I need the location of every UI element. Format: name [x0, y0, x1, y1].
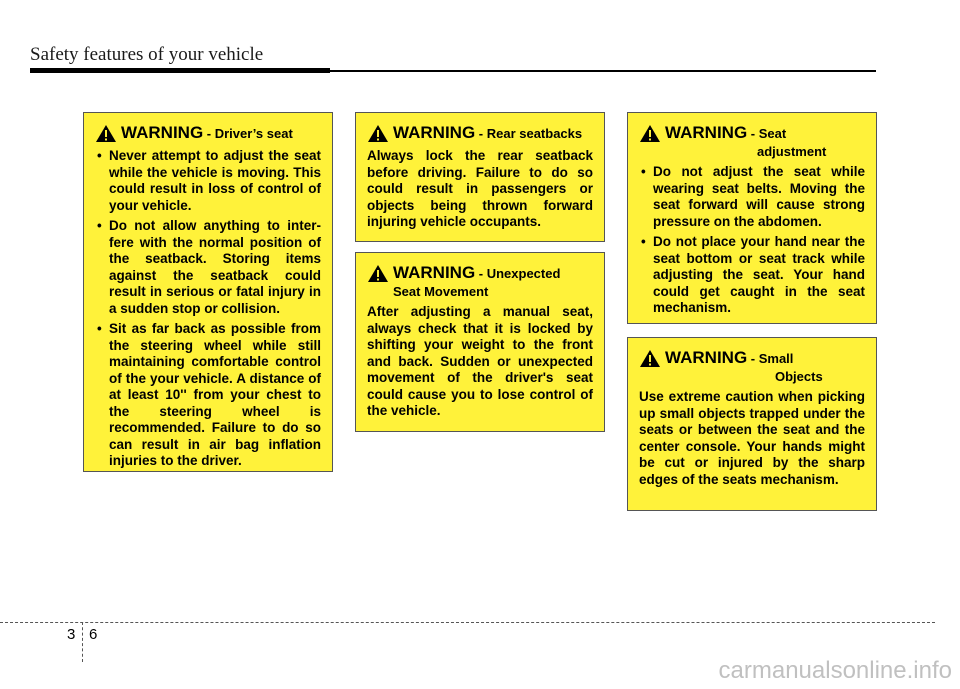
warning-text: Use extreme caution when picking up small objects trapped under the seats or between the seat and the center console. Your hands might be cut or injured by the sharp edges of the seats mechanism.: [639, 389, 865, 487]
warning-text: After adjusting a manual seat, always check that it is locked by shifting your weight to the front and back. Sudden or unexpected movement of the driver's seat could cause you to lose control of the vehicle.: [367, 304, 593, 418]
warning-label: WARNING: [665, 348, 748, 367]
warning-subtitle: - Driver’s seat: [203, 126, 293, 141]
warning-label: WARNING: [665, 123, 748, 142]
warning-bullet-list: [639, 164, 865, 317]
warning-box-drivers-seat: [83, 112, 333, 472]
warning-triangle-icon: [367, 264, 389, 283]
warning-subtitle: - Small: [747, 351, 794, 366]
header-rule-thin: [330, 70, 876, 72]
warning-header: [367, 263, 593, 300]
watermark: carmanualsonline.info: [718, 657, 952, 684]
warning-label: WARNING: [393, 263, 476, 282]
warning-triangle-icon: [639, 349, 661, 368]
header-rule-thick: [30, 68, 330, 73]
warning-subtitle: - Rear seatbacks: [475, 126, 583, 141]
warning-bullet: • Do not allow anything to interfere with the normal position of the seatback. Storing items against the seatback could result in serious or fatal injury in a sudden stop or collision.: [95, 218, 321, 317]
warning-box-rear-seatbacks: [355, 112, 605, 242]
warning-subtitle: - Seat: [747, 126, 787, 141]
page-chapter-number: 3: [67, 626, 76, 643]
warning-bullet: • Sit as far back as possible from the steering wheel while still maintaining comfortable control of the your vehicle. A distance of at least 10'' from your chest to the steering wheel is recommended. Failure to do so can result in air bag inflation injuries to the driver.: [95, 321, 321, 470]
warning-box-small-objects: [627, 337, 877, 511]
warning-header: [639, 123, 865, 160]
warning-box-seat-adjustment: [627, 112, 877, 324]
warning-box-unexpected-seat-movement: [355, 252, 605, 432]
warning-label: WARNING: [393, 123, 476, 142]
warning-label: WARNING: [121, 123, 204, 142]
warning-header: [639, 348, 865, 385]
warning-triangle-icon: [95, 124, 117, 143]
warning-subtitle-line2: Seat Movement: [393, 284, 489, 299]
footer-dashed-rule: [0, 622, 935, 623]
page-number: 6: [89, 626, 98, 643]
warning-triangle-icon: [367, 124, 389, 143]
warning-bullet: • Do not adjust the seat while wearing seat belts. Moving the seat forward will cause strong pressure on the abdomen.: [639, 164, 865, 230]
warning-bullet: • Never attempt to adjust the seat while the vehicle is moving. This could result in loss of control of your vehicle.: [95, 148, 321, 214]
warning-subtitle: - Unexpected: [475, 266, 561, 281]
warning-header: [95, 123, 321, 144]
warning-header: [367, 123, 593, 144]
warning-text: Always lock the rear seatback before driving. Failure to do so could result in passengers or objects being thrown forward injuring vehicle occupants.: [367, 148, 593, 229]
warning-subtitle-line2: Objects: [775, 369, 823, 384]
warning-bullet: • Do not place your hand near the seat bottom or seat track while adjusting the seat. Your hand could get caught in the seat mechanism.: [639, 234, 865, 317]
warning-triangle-icon: [639, 124, 661, 143]
warning-subtitle-line2: adjustment: [757, 144, 827, 159]
warning-bullet-list: [95, 148, 321, 470]
footer-divider: [82, 622, 83, 662]
page-header-title: Safety features of your vehicle: [30, 44, 264, 65]
